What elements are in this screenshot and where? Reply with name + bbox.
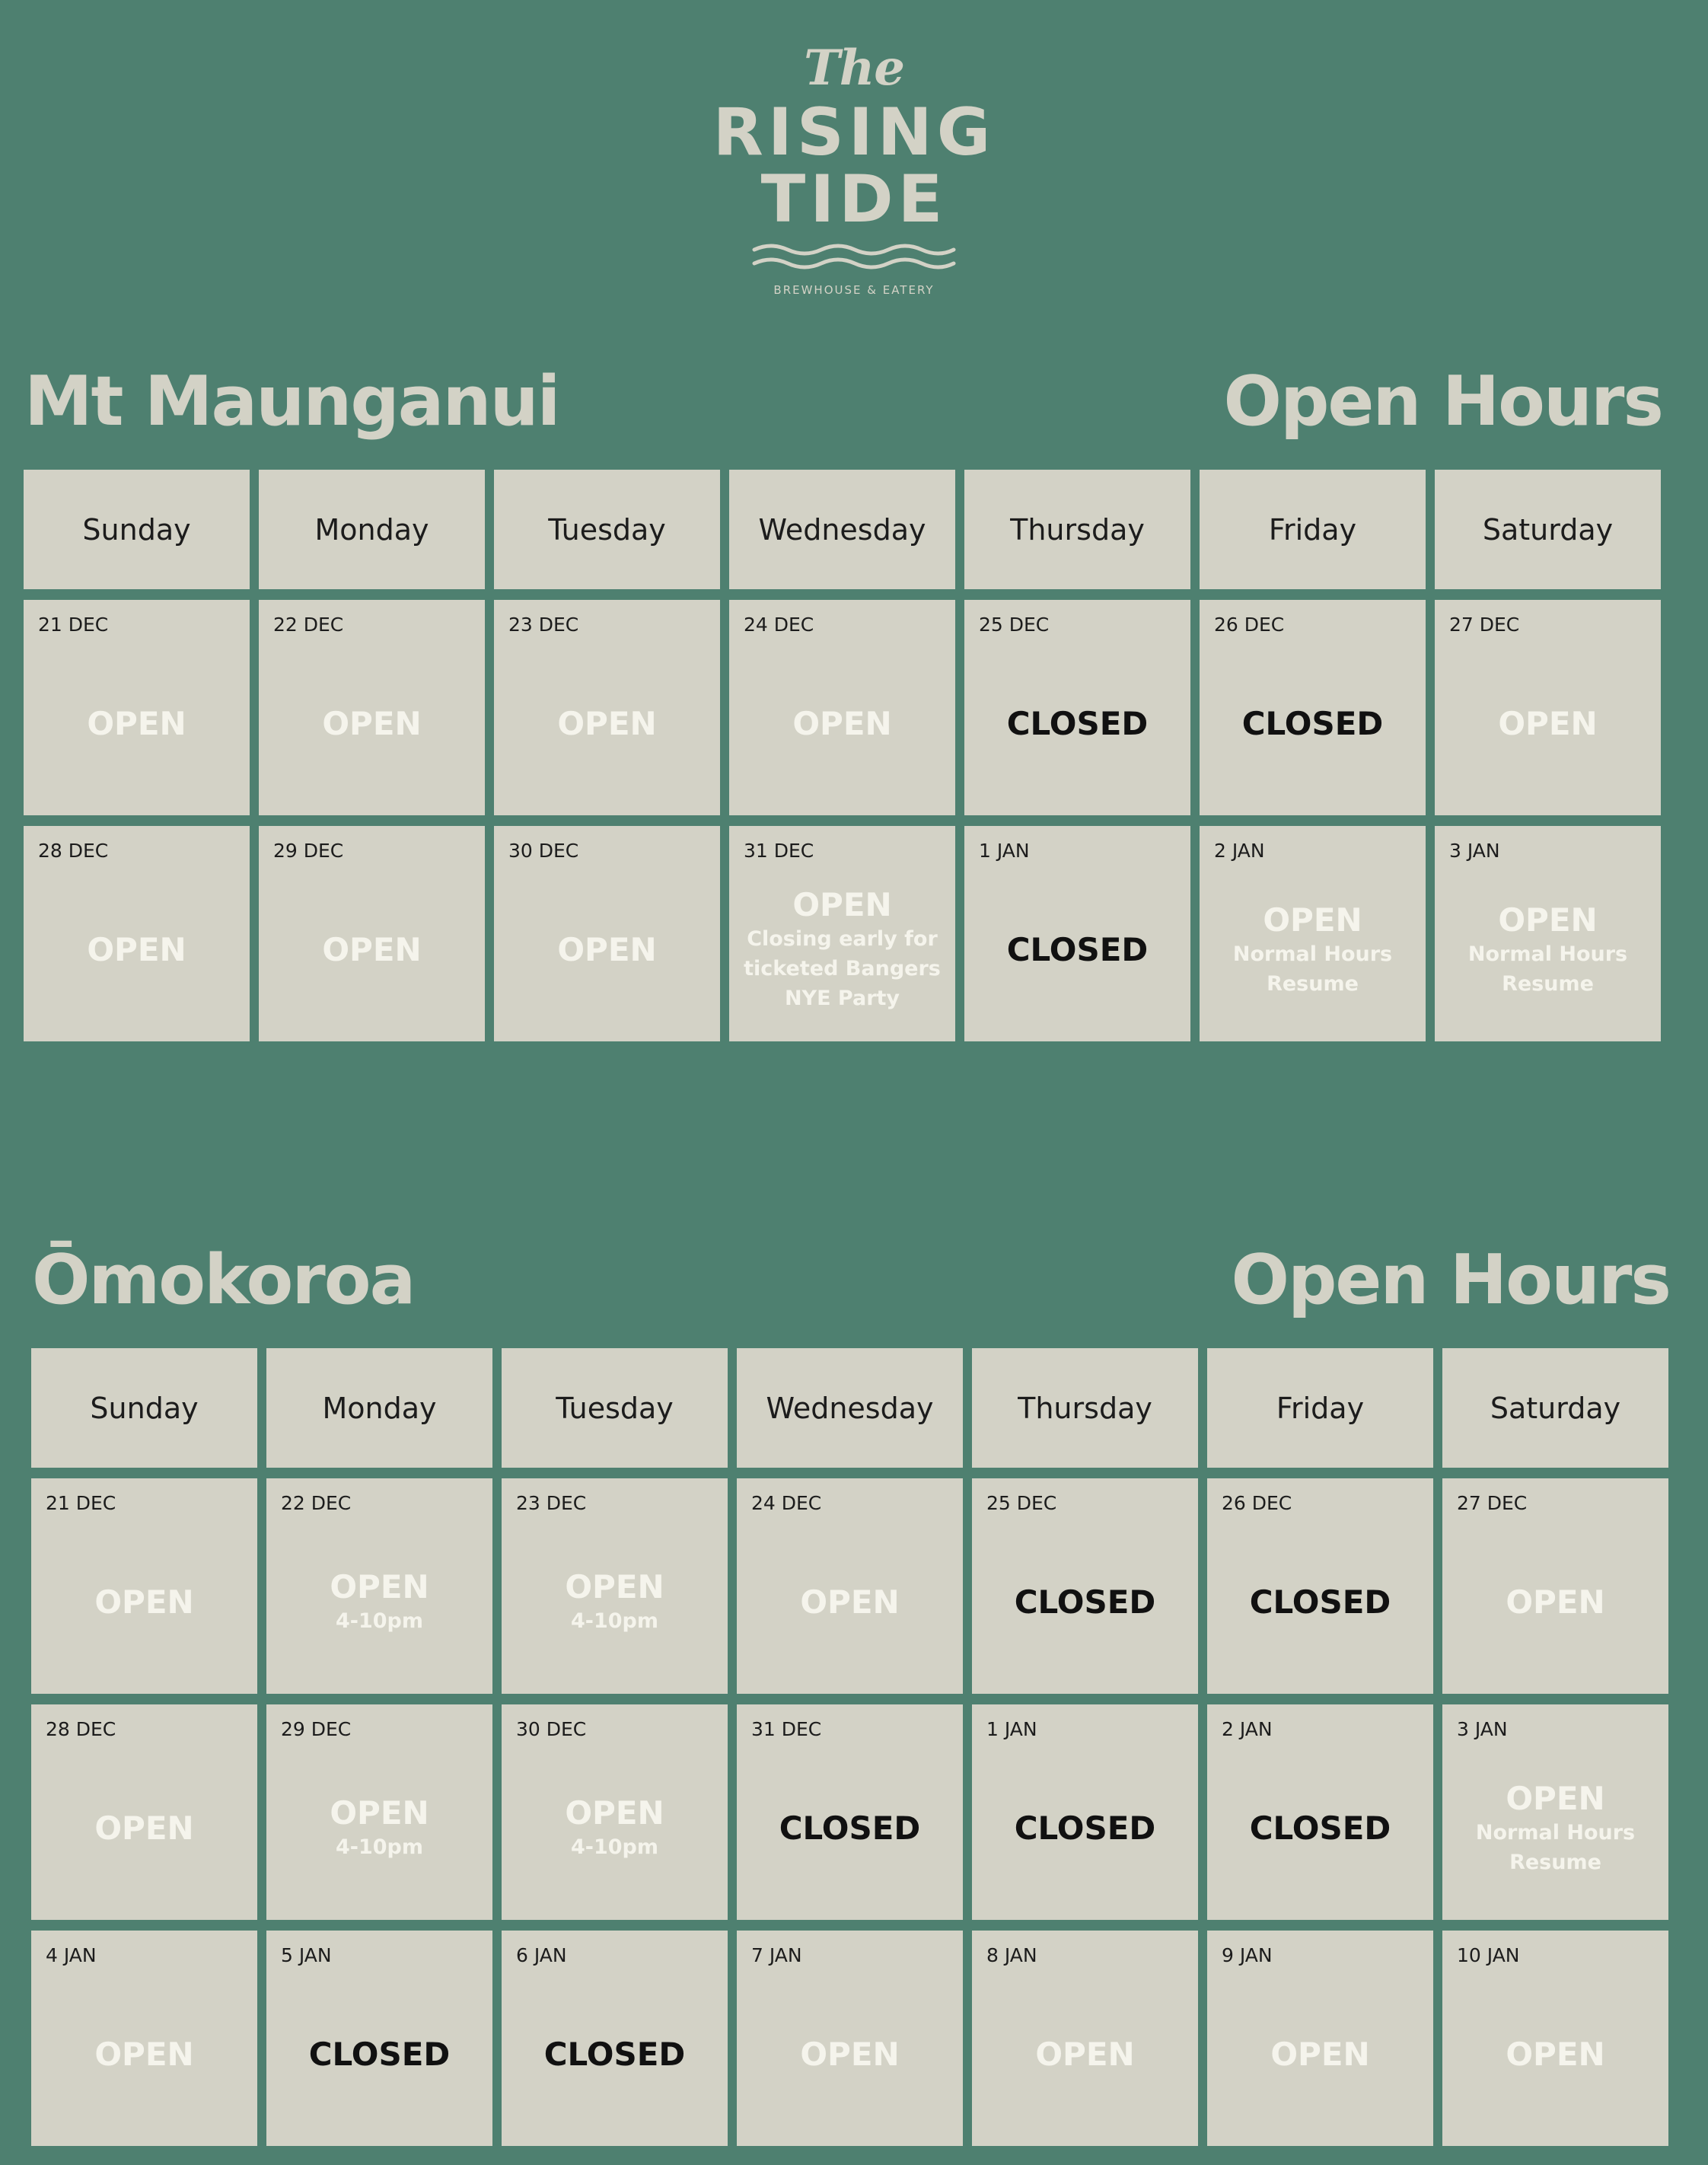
- day-header-wednesday: Wednesday: [729, 470, 955, 589]
- cell-date: 9 JAN: [1222, 1944, 1273, 1966]
- cell-body: [972, 1516, 1198, 1688]
- day-cell: [1200, 826, 1426, 1041]
- day-cell: [1207, 1478, 1433, 1694]
- status-label: OPEN: [800, 2035, 900, 2073]
- day-header-sunday: Sunday: [24, 470, 250, 589]
- status-label: CLOSED: [1249, 1809, 1391, 1847]
- status-label: OPEN: [94, 1809, 194, 1847]
- cell-date: 28 DEC: [38, 840, 109, 862]
- status-note: 4-10pm: [335, 1609, 424, 1633]
- status-note: Normal Hours Resume: [1475, 1820, 1636, 1874]
- cell-date: 23 DEC: [516, 1492, 587, 1514]
- cell-date: 27 DEC: [1449, 614, 1520, 636]
- calendar-grid-mt-maunganui: [24, 470, 1661, 1052]
- cell-body: [259, 864, 485, 1035]
- day-cell: [737, 1478, 963, 1694]
- cell-body: [729, 864, 955, 1035]
- cell-date: 26 DEC: [1222, 1492, 1292, 1514]
- cell-date: 25 DEC: [986, 1492, 1057, 1514]
- status-label: OPEN: [330, 1568, 429, 1605]
- day-header-sunday: Sunday: [31, 1348, 257, 1468]
- status-label: OPEN: [87, 930, 186, 968]
- day-cell: [259, 600, 485, 815]
- day-header-friday: Friday: [1207, 1348, 1433, 1468]
- status-label: CLOSED: [1006, 704, 1149, 742]
- cell-date: 30 DEC: [508, 840, 579, 862]
- cell-body: [1442, 1969, 1668, 2140]
- status-note: 4-10pm: [570, 1609, 659, 1633]
- day-cell: [24, 826, 250, 1041]
- day-cell: [502, 1931, 728, 2146]
- status-label: OPEN: [792, 886, 892, 923]
- day-cell: [1207, 1931, 1433, 2146]
- day-header-wednesday: Wednesday: [737, 1348, 963, 1468]
- status-label: OPEN: [557, 704, 657, 742]
- status-label: OPEN: [557, 930, 657, 968]
- day-cell: [972, 1704, 1198, 1920]
- cell-body: [1200, 864, 1426, 1035]
- day-cell: [266, 1478, 492, 1694]
- status-label: CLOSED: [1249, 1583, 1391, 1621]
- status-label: OPEN: [1035, 2035, 1135, 2073]
- day-cell: [31, 1704, 257, 1920]
- day-header-tuesday: Tuesday: [494, 470, 720, 589]
- location-title-omokoroa: Ōmokoroa: [32, 1240, 415, 1320]
- logo-the-text: The: [804, 40, 904, 97]
- cell-body: [1435, 864, 1661, 1035]
- day-header-thursday: Thursday: [964, 470, 1190, 589]
- cell-date: 24 DEC: [751, 1492, 822, 1514]
- status-label: CLOSED: [779, 1809, 921, 1847]
- status-label: OPEN: [1498, 704, 1598, 742]
- status-label: OPEN: [1506, 1779, 1605, 1817]
- cell-date: 31 DEC: [744, 840, 814, 862]
- cell-date: 28 DEC: [46, 1718, 116, 1740]
- cell-date: 8 JAN: [986, 1944, 1037, 1966]
- status-label: OPEN: [565, 1794, 664, 1832]
- cell-date: 10 JAN: [1457, 1944, 1520, 1966]
- day-cell: [266, 1704, 492, 1920]
- day-cell: [737, 1704, 963, 1920]
- status-label: OPEN: [792, 704, 892, 742]
- cell-date: 27 DEC: [1457, 1492, 1528, 1514]
- open-hours-heading: Open Hours: [1231, 1240, 1670, 1320]
- status-label: OPEN: [322, 930, 422, 968]
- cell-body: [266, 1516, 492, 1688]
- status-note: 4-10pm: [570, 1835, 659, 1859]
- cell-body: [737, 1516, 963, 1688]
- cell-date: 2 JAN: [1214, 840, 1265, 862]
- cell-date: 22 DEC: [281, 1492, 352, 1514]
- day-cell: [1442, 1704, 1668, 1920]
- day-cell: [964, 600, 1190, 815]
- day-cell: [24, 600, 250, 815]
- cell-body: [729, 638, 955, 809]
- status-label: CLOSED: [543, 2035, 686, 2073]
- status-label: CLOSED: [1014, 1583, 1156, 1621]
- cell-body: [494, 638, 720, 809]
- location-title-mt-maunganui: Mt Maunganui: [24, 362, 559, 442]
- day-cell: [972, 1478, 1198, 1694]
- cell-date: 23 DEC: [508, 614, 579, 636]
- cell-body: [24, 864, 250, 1035]
- cell-date: 1 JAN: [986, 1718, 1037, 1740]
- day-header-friday: Friday: [1200, 470, 1426, 589]
- cell-date: 6 JAN: [516, 1944, 567, 1966]
- day-header-saturday: Saturday: [1442, 1348, 1668, 1468]
- cell-body: [266, 1969, 492, 2140]
- cell-body: [24, 638, 250, 809]
- day-header-monday: Monday: [259, 470, 485, 589]
- cell-body: [737, 1743, 963, 1914]
- cell-body: [494, 864, 720, 1035]
- day-cell: [737, 1931, 963, 2146]
- day-cell: [31, 1478, 257, 1694]
- day-cell: [972, 1931, 1198, 2146]
- status-note: Normal Hours Resume: [1467, 942, 1628, 996]
- status-label: OPEN: [330, 1794, 429, 1832]
- day-cell: [964, 826, 1190, 1041]
- cell-body: [31, 1516, 257, 1688]
- cell-body: [1442, 1516, 1668, 1688]
- status-label: OPEN: [1506, 2035, 1605, 2073]
- cell-date: 4 JAN: [46, 1944, 97, 1966]
- cell-body: [972, 1743, 1198, 1914]
- status-label: OPEN: [1506, 1583, 1605, 1621]
- cell-date: 3 JAN: [1457, 1718, 1508, 1740]
- cell-date: 29 DEC: [273, 840, 344, 862]
- status-label: OPEN: [1263, 901, 1362, 939]
- cell-body: [266, 1743, 492, 1914]
- day-cell: [259, 826, 485, 1041]
- status-label: OPEN: [800, 1583, 900, 1621]
- day-cell: [1435, 600, 1661, 815]
- day-cell: [1442, 1931, 1668, 2146]
- cell-date: 25 DEC: [979, 614, 1050, 636]
- day-header-tuesday: Tuesday: [502, 1348, 728, 1468]
- status-label: CLOSED: [1006, 930, 1149, 968]
- cell-body: [31, 1743, 257, 1914]
- day-header-monday: Monday: [266, 1348, 492, 1468]
- status-label: OPEN: [1270, 2035, 1370, 2073]
- day-header-thursday: Thursday: [972, 1348, 1198, 1468]
- status-label: OPEN: [87, 704, 186, 742]
- open-hours-heading: Open Hours: [1223, 362, 1662, 442]
- logo-tagline: BREWHOUSE & EATERY: [773, 283, 935, 297]
- cell-date: 26 DEC: [1214, 614, 1285, 636]
- cell-body: [502, 1743, 728, 1914]
- status-label: CLOSED: [1241, 704, 1384, 742]
- cell-date: 29 DEC: [281, 1718, 352, 1740]
- cell-body: [502, 1516, 728, 1688]
- status-note: Closing early for ticketed Bangers NYE Party: [744, 927, 941, 1010]
- day-cell: [729, 600, 955, 815]
- day-cell: [1200, 600, 1426, 815]
- status-label: OPEN: [94, 1583, 194, 1621]
- day-cell: [494, 826, 720, 1041]
- brand-logo: [0, 38, 1708, 297]
- cell-body: [964, 864, 1190, 1035]
- cell-date: 21 DEC: [38, 614, 109, 636]
- cell-body: [737, 1969, 963, 2140]
- cell-date: 31 DEC: [751, 1718, 822, 1740]
- status-label: OPEN: [94, 2035, 194, 2073]
- day-cell: [502, 1478, 728, 1694]
- cell-date: 3 JAN: [1449, 840, 1500, 862]
- day-header-saturday: Saturday: [1435, 470, 1661, 589]
- waves-icon: [751, 242, 957, 273]
- cell-body: [259, 638, 485, 809]
- cell-date: 30 DEC: [516, 1718, 587, 1740]
- cell-body: [972, 1969, 1198, 2140]
- status-note: 4-10pm: [335, 1835, 424, 1859]
- cell-date: 22 DEC: [273, 614, 344, 636]
- cell-body: [31, 1969, 257, 2140]
- status-label: CLOSED: [308, 2035, 451, 2073]
- cell-body: [502, 1969, 728, 2140]
- day-cell: [502, 1704, 728, 1920]
- cell-body: [1442, 1743, 1668, 1914]
- day-cell: [31, 1931, 257, 2146]
- cell-date: 2 JAN: [1222, 1718, 1273, 1740]
- cell-date: 21 DEC: [46, 1492, 116, 1514]
- cell-body: [1207, 1516, 1433, 1688]
- logo-rising-text: RISING: [712, 94, 996, 171]
- day-cell: [1442, 1478, 1668, 1694]
- day-cell: [266, 1931, 492, 2146]
- cell-date: 5 JAN: [281, 1944, 332, 1966]
- day-cell: [1207, 1704, 1433, 1920]
- day-cell: [494, 600, 720, 815]
- cell-date: 1 JAN: [979, 840, 1030, 862]
- status-label: OPEN: [565, 1568, 664, 1605]
- cell-date: 7 JAN: [751, 1944, 802, 1966]
- cell-date: 24 DEC: [744, 614, 814, 636]
- logo-tide-text: TIDE: [760, 161, 948, 238]
- calendar-grid-omokoroa: [31, 1348, 1668, 2157]
- status-label: OPEN: [322, 704, 422, 742]
- status-label: OPEN: [1498, 901, 1598, 939]
- cell-body: [1207, 1743, 1433, 1914]
- cell-body: [1200, 638, 1426, 809]
- cell-body: [964, 638, 1190, 809]
- cell-body: [1207, 1969, 1433, 2140]
- day-cell: [729, 826, 955, 1041]
- status-label: CLOSED: [1014, 1809, 1156, 1847]
- day-cell: [1435, 826, 1661, 1041]
- cell-body: [1435, 638, 1661, 809]
- status-note: Normal Hours Resume: [1232, 942, 1393, 996]
